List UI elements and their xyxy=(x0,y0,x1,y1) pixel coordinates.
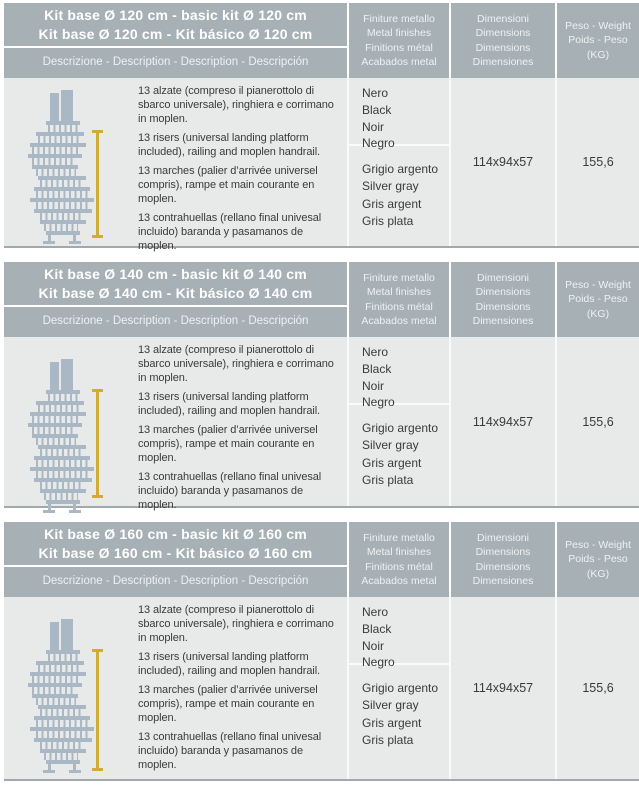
section-title-cell xyxy=(4,262,347,337)
weight-column-header xyxy=(555,522,639,597)
finishes-header-line: Acabados metal xyxy=(361,314,437,327)
spiral-staircase-illustration xyxy=(28,88,96,244)
finishes-header-line: Finitions métal xyxy=(365,560,433,573)
finishes-column-header xyxy=(347,522,449,597)
finish-black-line: Negro xyxy=(362,655,395,670)
dimensions-header-line: Dimensions xyxy=(475,560,531,573)
description-column-header: Descrizione - Description - Description - Descripción xyxy=(42,56,309,68)
finish-black-line: Noir xyxy=(362,119,385,134)
dimensions-header-line: Dimensions xyxy=(475,41,531,54)
finish-silver-line: Grigio argento xyxy=(362,421,439,435)
dimensions-header-line: Dimensiones xyxy=(472,55,534,68)
description-paragraph-en: 13 risers (universal landing platform included), railing and moplen handrail. xyxy=(138,650,320,677)
section-title-cell xyxy=(4,522,347,597)
section-title-line2: Kit base Ø 120 cm - Kit básico Ø 120 cm xyxy=(38,25,313,42)
dimensions-value: 114x94x57 xyxy=(449,597,555,779)
dimensions-header-line: Dimensiones xyxy=(472,574,534,587)
description-cell xyxy=(4,597,347,779)
description-paragraph-es: 13 contrahuellas (rellano final univesal incluido) baranda y pasamanos de moplen. xyxy=(138,470,322,511)
finishes-header-line: Finiture metallo xyxy=(363,13,435,26)
finish-black-line: Black xyxy=(362,361,392,376)
weight-header-line: Poids - Peso xyxy=(568,34,628,47)
section-title xyxy=(4,3,347,48)
finish-black-line: Nero xyxy=(362,86,389,100)
description-paragraph-en: 13 risers (universal landing platform included), railing and moplen handrail. xyxy=(138,131,320,158)
description-paragraph-it: 13 alzate (compreso il pianerottolo di sbarco universale), ringhiera e corrimano in moplen. xyxy=(138,604,334,644)
section-title xyxy=(4,262,347,307)
dimensions-header-line: Dimensioni xyxy=(477,532,529,545)
section-title-cell xyxy=(4,3,347,78)
section-header xyxy=(4,522,639,597)
description-column-header: Descrizione - Description - Description - Descripción xyxy=(42,575,309,587)
weight-header-line: (KG) xyxy=(586,567,610,580)
finish-black-line: Black xyxy=(362,621,392,636)
description-paragraph-es: 13 contrahuellas (rellano final univesal incluido) baranda y pasamanos de moplen. xyxy=(138,730,322,771)
section-title-line1: Kit base Ø 120 cm - basic kit Ø 120 cm xyxy=(44,6,307,23)
description-paragraph-es: 13 contrahuellas (rellano final univesal incluido) baranda y pasamanos de moplen. xyxy=(138,211,322,252)
weight-header-line: Peso - Weight xyxy=(565,20,631,33)
weight-header-line: Peso - Weight xyxy=(565,279,631,292)
finishes-cell xyxy=(347,337,449,506)
finish-silver-line: Gris argent xyxy=(362,196,422,211)
finishes-header-line: Finiture metallo xyxy=(363,272,435,285)
description-text xyxy=(138,597,350,773)
description-paragraph-it: 13 alzate (compreso il pianerottolo di sbarco universale), ringhiera e corrimano in moplen. xyxy=(138,344,334,384)
spiral-staircase-illustration xyxy=(28,357,96,513)
description-text xyxy=(138,337,350,513)
description-text xyxy=(138,78,350,254)
height-measure-line xyxy=(96,649,99,771)
section-body xyxy=(4,78,639,252)
section-title-line2: Kit base Ø 140 cm - Kit básico Ø 140 cm xyxy=(38,284,313,301)
finishes-column-header xyxy=(347,262,449,337)
weight-value: 155,6 xyxy=(555,337,639,506)
dimensions-header-line: Dimensioni xyxy=(477,272,529,285)
weight-header-line: Poids - Peso xyxy=(568,553,628,566)
description-paragraph-fr: 13 marches (palier d’arrivée universel compris), rampe et main courante en moplen. xyxy=(138,423,318,464)
section-header xyxy=(4,262,639,337)
finish-black xyxy=(349,337,449,410)
finish-black xyxy=(349,597,449,670)
dimensions-header-line: Dimensions xyxy=(475,546,531,559)
finishes-header-line: Acabados metal xyxy=(361,574,437,587)
weight-header-line: Peso - Weight xyxy=(565,539,631,552)
description-paragraph-fr: 13 marches (palier d’arrivée universel compris), rampe et main courante en moplen. xyxy=(138,164,318,205)
finish-black-line: Noir xyxy=(362,638,385,653)
finish-black xyxy=(349,78,449,151)
finish-black-line: Black xyxy=(362,102,392,117)
finishes-header-line: Finiture metallo xyxy=(363,532,435,545)
weight-header-line: (KG) xyxy=(586,48,610,61)
weight-value: 155,6 xyxy=(555,597,639,779)
finishes-header-line: Finitions métal xyxy=(365,41,433,54)
finishes-column-header xyxy=(347,3,449,78)
dimensions-header-line: Dimensions xyxy=(475,300,531,313)
finish-silver xyxy=(349,146,449,246)
dimensions-column-header xyxy=(449,262,555,337)
weight-column-header xyxy=(555,262,639,337)
finish-black-line: Noir xyxy=(362,378,385,393)
finish-silver xyxy=(349,665,449,779)
dimensions-column-header xyxy=(449,522,555,597)
weight-header-line: (KG) xyxy=(586,307,610,320)
spiral-staircase-illustration xyxy=(28,617,96,773)
finishes-header-line: Finitions métal xyxy=(365,300,433,313)
description-paragraph-fr: 13 marches (palier d’arrivée universel compris), rampe et main courante en moplen. xyxy=(138,683,318,724)
section-title-line1: Kit base Ø 140 cm - basic kit Ø 140 cm xyxy=(44,265,307,282)
weight-column-header xyxy=(555,3,639,78)
finish-black-line: Nero xyxy=(362,605,389,619)
description-cell xyxy=(4,337,347,511)
dimensions-value: 114x94x57 xyxy=(449,337,555,506)
description-paragraph-en: 13 risers (universal landing platform included), railing and moplen handrail. xyxy=(138,390,320,417)
finishes-cell xyxy=(347,597,449,779)
section-header xyxy=(4,3,639,78)
finish-silver-line: Gris plata xyxy=(362,473,414,488)
kit-section-140 xyxy=(4,262,639,511)
weight-value: 155,6 xyxy=(555,78,639,246)
finish-black-line: Negro xyxy=(362,395,395,410)
description-column-header: Descrizione - Description - Description - Descripción xyxy=(42,315,309,327)
kit-section-160 xyxy=(4,522,639,781)
finish-black-line: Nero xyxy=(362,345,389,359)
finish-silver-line: Gris plata xyxy=(362,733,414,748)
dimensions-header-line: Dimensioni xyxy=(477,13,529,26)
dimensions-header-line: Dimensions xyxy=(475,27,531,40)
finish-silver-line: Grigio argento xyxy=(362,162,439,176)
finishes-header-line: Acabados metal xyxy=(361,55,437,68)
weight-header-line: Poids - Peso xyxy=(568,293,628,306)
section-body xyxy=(4,597,639,781)
finishes-header-line: Metal finishes xyxy=(366,27,432,40)
height-measure-line xyxy=(96,389,99,498)
section-title-line2: Kit base Ø 160 cm - Kit básico Ø 160 cm xyxy=(38,544,313,561)
kit-section-120 xyxy=(4,3,639,252)
finish-silver-line: Gris plata xyxy=(362,214,414,229)
finish-silver-line: Silver gray xyxy=(362,179,419,194)
finish-silver-line: Gris argent xyxy=(362,715,422,730)
dimensions-value: 114x94x57 xyxy=(449,78,555,246)
dimensions-header-line: Dimensions xyxy=(475,286,531,299)
finishes-header-line: Metal finishes xyxy=(366,546,432,559)
finish-silver-line: Gris argent xyxy=(362,455,422,470)
dimensions-column-header xyxy=(449,3,555,78)
description-cell xyxy=(4,78,347,252)
finishes-cell xyxy=(347,78,449,246)
section-title-line1: Kit base Ø 160 cm - basic kit Ø 160 cm xyxy=(44,525,307,542)
height-measure-line xyxy=(96,130,99,238)
finish-silver-line: Silver gray xyxy=(362,698,419,713)
finish-silver xyxy=(349,405,449,506)
section-body xyxy=(4,337,639,511)
finish-silver-line: Grigio argento xyxy=(362,681,439,695)
finish-black-line: Negro xyxy=(362,136,395,151)
description-paragraph-it: 13 alzate (compreso il pianerottolo di sbarco universale), ringhiera e corrimano in moplen. xyxy=(138,85,334,125)
finishes-header-line: Metal finishes xyxy=(366,286,432,299)
dimensions-header-line: Dimensiones xyxy=(472,314,534,327)
finish-silver-line: Silver gray xyxy=(362,438,419,453)
section-title xyxy=(4,522,347,567)
